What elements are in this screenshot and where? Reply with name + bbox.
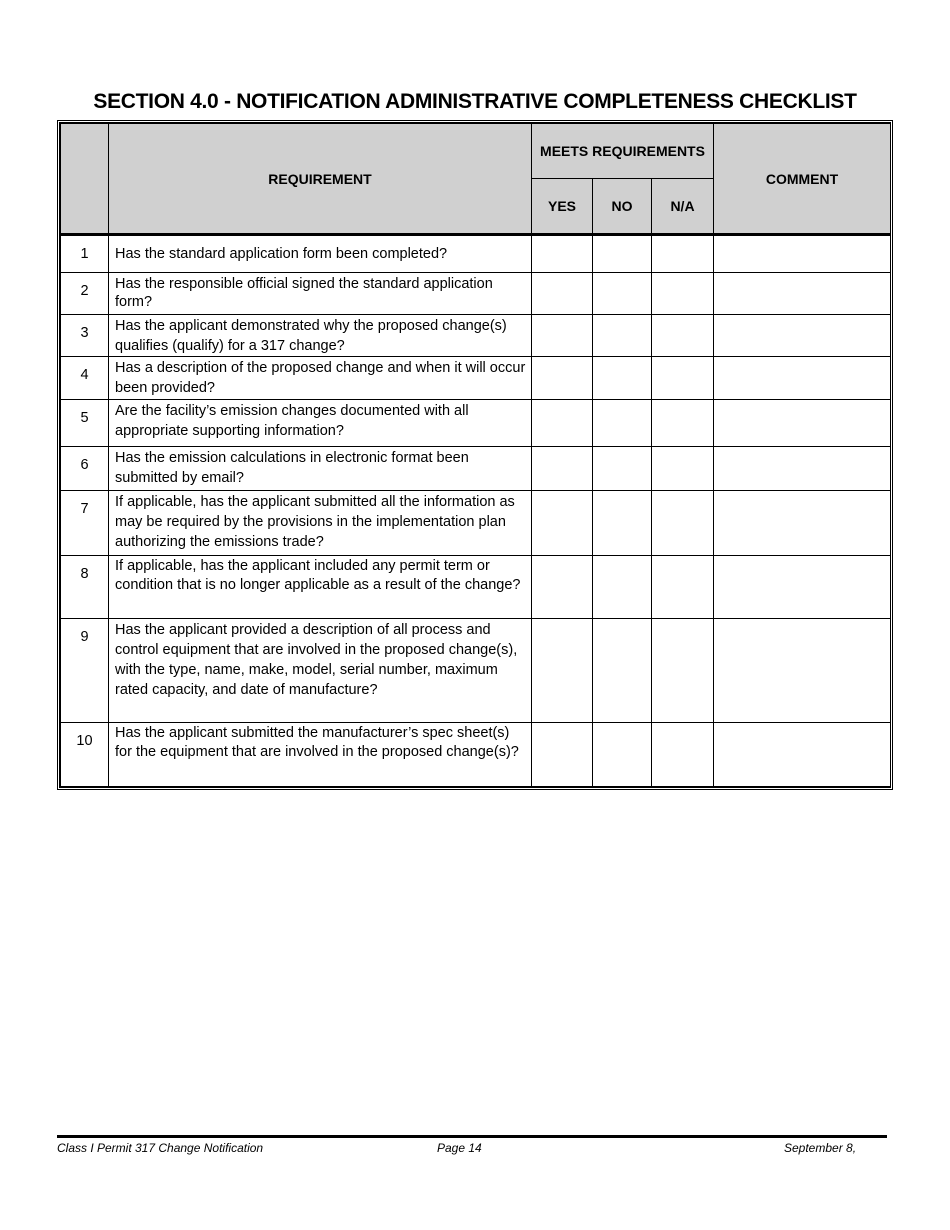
comment-cell[interactable] (714, 619, 891, 723)
yes-cell[interactable] (532, 273, 593, 315)
header-comment: COMMENT (714, 124, 891, 235)
row-requirement: Has the applicant submitted the manufacturer’s spec sheet(s) for the equipment that are involved in the proposed change(s)? (109, 723, 532, 787)
na-cell[interactable] (652, 556, 714, 619)
no-cell[interactable] (593, 315, 652, 357)
row-requirement: Has the standard application form been completed? (109, 235, 532, 273)
table-row (61, 235, 891, 273)
header-meets-requirements: MEETS REQUIREMENTS (532, 124, 714, 179)
row-requirement: Has the responsible official signed the standard application form? (109, 273, 532, 315)
checklist-table (57, 120, 893, 790)
footer-date: September 8, (784, 1141, 857, 1155)
table-row (61, 447, 891, 491)
row-requirement: Has the emission calculations in electronic format been submitted by email? (109, 447, 532, 491)
row-number: 2 (61, 273, 109, 315)
yes-cell[interactable] (532, 315, 593, 357)
header-number (61, 124, 109, 235)
row-number: 7 (61, 491, 109, 556)
na-cell[interactable] (652, 315, 714, 357)
yes-cell[interactable] (532, 556, 593, 619)
no-cell[interactable] (593, 357, 652, 400)
na-cell[interactable] (652, 235, 714, 273)
header-na: N/A (652, 179, 714, 235)
row-requirement: Has the applicant provided a description of all process and control equipment that are involved in the proposed change(s), with the type, name, make, model, serial number, maximum rated capacity, and date of manufacture? (109, 619, 532, 723)
na-cell[interactable] (652, 400, 714, 447)
na-cell[interactable] (652, 491, 714, 556)
row-number: 9 (61, 619, 109, 723)
row-requirement: If applicable, has the applicant submitted all the information as may be required by the provisions in the implementation plan authorizing the emissions trade? (109, 491, 532, 556)
yes-cell[interactable] (532, 723, 593, 787)
comment-cell[interactable] (714, 723, 891, 787)
na-cell[interactable] (652, 723, 714, 787)
comment-cell[interactable] (714, 556, 891, 619)
comment-cell[interactable] (714, 447, 891, 491)
row-requirement: Has a description of the proposed change and when it will occur been provided? (109, 357, 532, 400)
page-title: SECTION 4.0 - NOTIFICATION ADMINISTRATIVE COMPLETENESS CHECKLIST (93, 90, 857, 113)
comment-cell[interactable] (714, 400, 891, 447)
table-row (61, 273, 891, 315)
header-yes: YES (532, 179, 593, 235)
row-requirement: Has the applicant demonstrated why the proposed change(s) qualifies (qualify) for a 317 change? (109, 315, 532, 357)
no-cell[interactable] (593, 235, 652, 273)
no-cell[interactable] (593, 400, 652, 447)
row-requirement: Are the facility’s emission changes documented with all appropriate supporting information? (109, 400, 532, 447)
table-row (61, 723, 891, 787)
header-requirement: REQUIREMENT (109, 124, 532, 235)
no-cell[interactable] (593, 447, 652, 491)
no-cell[interactable] (593, 556, 652, 619)
comment-cell[interactable] (714, 357, 891, 400)
header-no: NO (593, 179, 652, 235)
row-number: 5 (61, 400, 109, 447)
row-number: 8 (61, 556, 109, 619)
table-row (61, 556, 891, 619)
na-cell[interactable] (652, 273, 714, 315)
row-number: 1 (61, 235, 109, 273)
comment-cell[interactable] (714, 273, 891, 315)
table-row (61, 400, 891, 447)
row-number: 10 (61, 723, 109, 787)
yes-cell[interactable] (532, 400, 593, 447)
table-row (61, 357, 891, 400)
yes-cell[interactable] (532, 447, 593, 491)
footer-divider (57, 1135, 887, 1138)
row-requirement: If applicable, has the applicant included any permit term or condition that is no longer applicable as a result of the change? (109, 556, 532, 619)
table-row (61, 491, 891, 556)
table-row (61, 315, 891, 357)
yes-cell[interactable] (532, 357, 593, 400)
comment-cell[interactable] (714, 315, 891, 357)
row-number: 3 (61, 315, 109, 357)
na-cell[interactable] (652, 357, 714, 400)
comment-cell[interactable] (714, 235, 891, 273)
na-cell[interactable] (652, 447, 714, 491)
no-cell[interactable] (593, 619, 652, 723)
row-number: 6 (61, 447, 109, 491)
yes-cell[interactable] (532, 619, 593, 723)
footer-document-title: Class I Permit 317 Change Notification (57, 1141, 264, 1155)
row-number: 4 (61, 357, 109, 400)
footer-page-number: Page 14 (437, 1141, 482, 1155)
yes-cell[interactable] (532, 235, 593, 273)
no-cell[interactable] (593, 273, 652, 315)
comment-cell[interactable] (714, 491, 891, 556)
na-cell[interactable] (652, 619, 714, 723)
no-cell[interactable] (593, 723, 652, 787)
yes-cell[interactable] (532, 491, 593, 556)
no-cell[interactable] (593, 491, 652, 556)
table-row (61, 619, 891, 723)
